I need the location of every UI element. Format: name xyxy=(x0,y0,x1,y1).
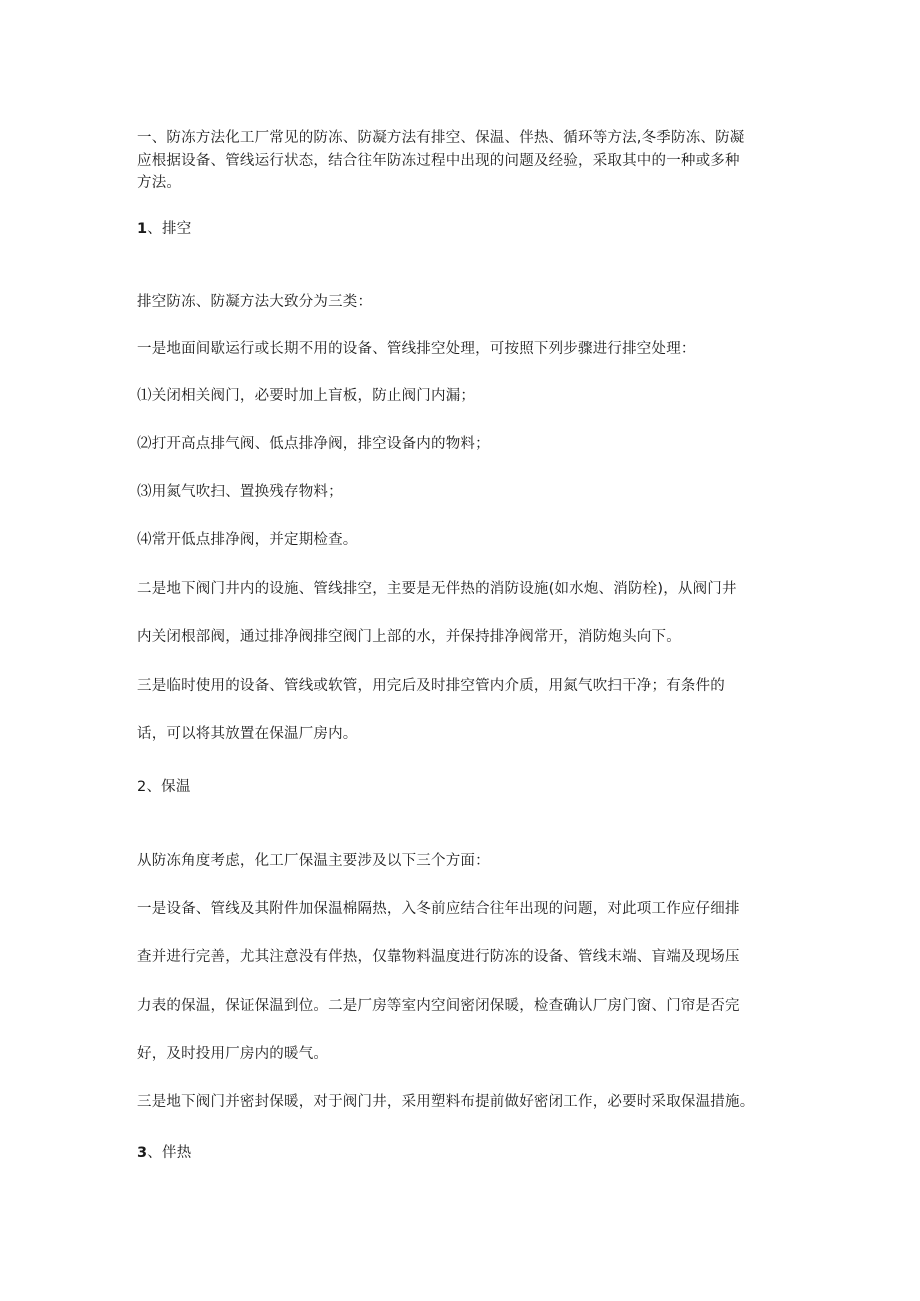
section-3-title: 、伴热 xyxy=(147,1145,192,1161)
section-3-number: 3 xyxy=(137,1145,148,1161)
section-2-para-1-line-2: 查并进行完善，尤其注意没有伴热，仅靠物料温度进行防冻的设备、管线末端、盲端及现场压 xyxy=(137,949,740,965)
section-2-para-1-line-1: 一是设备、管线及其附件加保温棉隔热，入冬前应结合往年出现的问题，对此项工作应仔细排 xyxy=(137,901,740,917)
section-1-step-3: ⑶用氮气吹扫、置换残存物料； xyxy=(137,484,343,500)
section-1-title: 、排空 xyxy=(147,221,192,237)
section-2-heading xyxy=(137,777,191,797)
section-1-class-2-line-1: 二是地下阀门井内的设施、管线排空，主要是无伴热的消防设施(如水炮、消防栓)，从阀门井 xyxy=(137,581,737,597)
section-1-step-2: ⑵打开高点排气阀、低点排净阀，排空设备内的物料； xyxy=(137,436,490,452)
section-1-class-2-line-2: 内关闭根部阀，通过排净阀排空阀门上部的水，并保持排净阀常开，消防炮头向下。 xyxy=(137,629,681,645)
section-1-step-4: ⑷常开低点排净阀，并定期检查。 xyxy=(137,532,358,548)
section-2-title: 、保温 xyxy=(146,779,191,795)
section-2-para-1-line-4: 好，及时投用厂房内的暖气。 xyxy=(137,1046,329,1062)
section-2-para-1-line-3: 力表的保温，保证保温到位。二是厂房等室内空间密闭保暖，检查确认厂房门窗、门帘是否完 xyxy=(137,998,740,1014)
section-1-lead: 排空防冻、防凝方法大致分为三类： xyxy=(137,294,373,310)
section-1-class-3-line-2: 话，可以将其放置在保温厂房内。 xyxy=(137,726,358,742)
section-2-lead: 从防冻角度考虑，化工厂保温主要涉及以下三个方面： xyxy=(137,853,490,869)
section-2-number: 2 xyxy=(137,779,147,795)
section-3-heading xyxy=(137,1143,191,1163)
section-2-para-2: 三是地下阀门并密封保暖，对于阀门井，采用塑料布提前做好密闭工作，必要时采取保温措施。 xyxy=(137,1094,755,1110)
intro-line-3: 方法。 xyxy=(137,175,182,191)
section-1-heading xyxy=(137,219,191,239)
section-1-class-3-line-1: 三是临时使用的设备、管线或软管，用完后及时排空管内介质，用氮气吹扫干净；有条件的 xyxy=(137,678,725,694)
section-1-number: 1 xyxy=(137,221,148,237)
section-1-step-1: ⑴关闭相关阀门，必要时加上盲板，防止阀门内漏； xyxy=(137,388,476,404)
intro-line-1: 一、防冻方法化工厂常见的防冻、防凝方法有排空、保温、伴热、循环等方法,冬季防冻、防凝 xyxy=(137,130,745,146)
intro-line-2: 应根据设备、管线运行状态，结合往年防冻过程中出现的问题及经验，采取其中的一种或多种 xyxy=(137,153,740,169)
section-1-class-1: 一是地面间歇运行或长期不用的设备、管线排空处理，可按照下列步骤进行排空处理： xyxy=(137,341,696,357)
